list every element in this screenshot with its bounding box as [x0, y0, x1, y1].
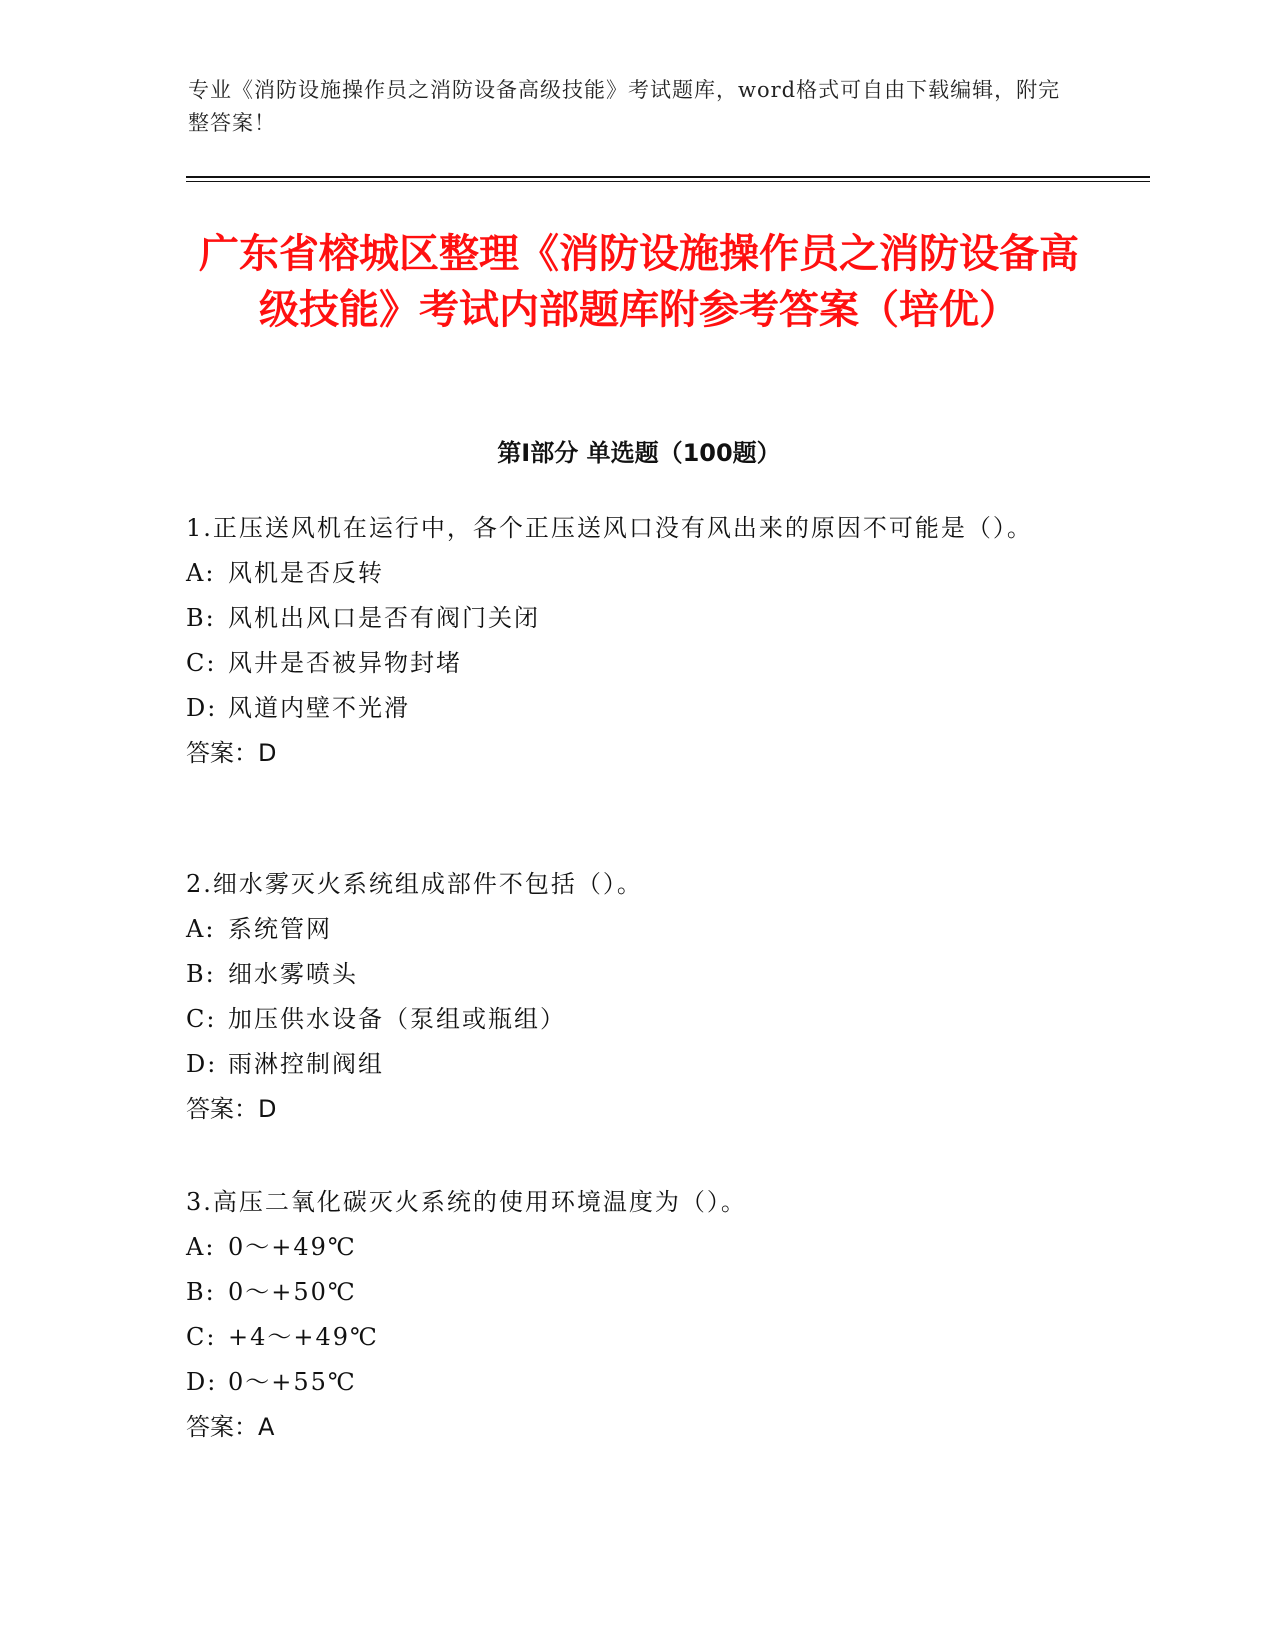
option-key: B: — [186, 960, 216, 988]
option-d — [186, 1360, 1066, 1405]
option-key: C: — [186, 1005, 217, 1033]
option-text: +4～+49℃ — [228, 1323, 379, 1351]
option-a — [186, 1225, 1066, 1270]
question-3 — [186, 1180, 1066, 1450]
option-key: A: — [186, 559, 216, 587]
section-title: 第I部分 单选题（100题） — [497, 439, 781, 467]
header-note: 专业《消防设施操作员之消防设备高级技能》考试题库，word格式可自由下载编辑，附完整答案！ — [188, 78, 1061, 135]
option-a — [186, 907, 1066, 952]
option-key: B: — [186, 604, 216, 632]
option-key: D: — [186, 1368, 218, 1396]
option-key: B: — [186, 1278, 216, 1306]
option-text: 0～+49℃ — [228, 1233, 357, 1261]
option-text: 风道内壁不光滑 — [228, 694, 410, 722]
option-d — [186, 686, 1066, 731]
question-2 — [186, 862, 1066, 1132]
option-key: C: — [186, 1323, 217, 1351]
option-key: D: — [186, 694, 218, 722]
option-text: 加压供水设备（泵组或瓶组） — [228, 1005, 566, 1033]
option-key: D: — [186, 1050, 218, 1078]
option-text: 风机出风口是否有阀门关闭 — [228, 604, 540, 632]
option-b — [186, 596, 1066, 641]
question-1 — [186, 506, 1066, 776]
document-title: 广东省榕城区整理《消防设施操作员之消防设备高级技能》考试内部题库附参考答案（培优） — [199, 231, 1079, 333]
option-b — [186, 952, 1066, 997]
header-rule-thick — [186, 176, 1150, 178]
option-text: 风井是否被异物封堵 — [228, 649, 462, 677]
question-stem: 1.正压送风机在运行中，各个正压送风口没有风出来的原因不可能是（）。 — [186, 514, 1033, 542]
option-text: 0～+50℃ — [228, 1278, 357, 1306]
option-text: 0～+55℃ — [228, 1368, 357, 1396]
header-rule-thin — [186, 181, 1150, 182]
option-key: A: — [186, 915, 216, 943]
answer: 答案：A — [186, 1413, 275, 1441]
option-d — [186, 1042, 1066, 1087]
answer: 答案：D — [186, 1095, 277, 1123]
question-stem: 2.细水雾灭火系统组成部件不包括（）。 — [186, 870, 643, 898]
option-c — [186, 1315, 1066, 1360]
option-text: 风机是否反转 — [228, 559, 384, 587]
option-text: 细水雾喷头 — [228, 960, 358, 988]
option-text: 系统管网 — [228, 915, 332, 943]
option-a — [186, 551, 1066, 596]
answer: 答案：D — [186, 739, 277, 767]
option-c — [186, 641, 1066, 686]
option-key: A: — [186, 1233, 216, 1261]
option-b — [186, 1270, 1066, 1315]
option-c — [186, 997, 1066, 1042]
option-key: C: — [186, 649, 217, 677]
option-text: 雨淋控制阀组 — [228, 1050, 384, 1078]
question-stem: 3.高压二氧化碳灭火系统的使用环境温度为（）。 — [186, 1188, 747, 1216]
